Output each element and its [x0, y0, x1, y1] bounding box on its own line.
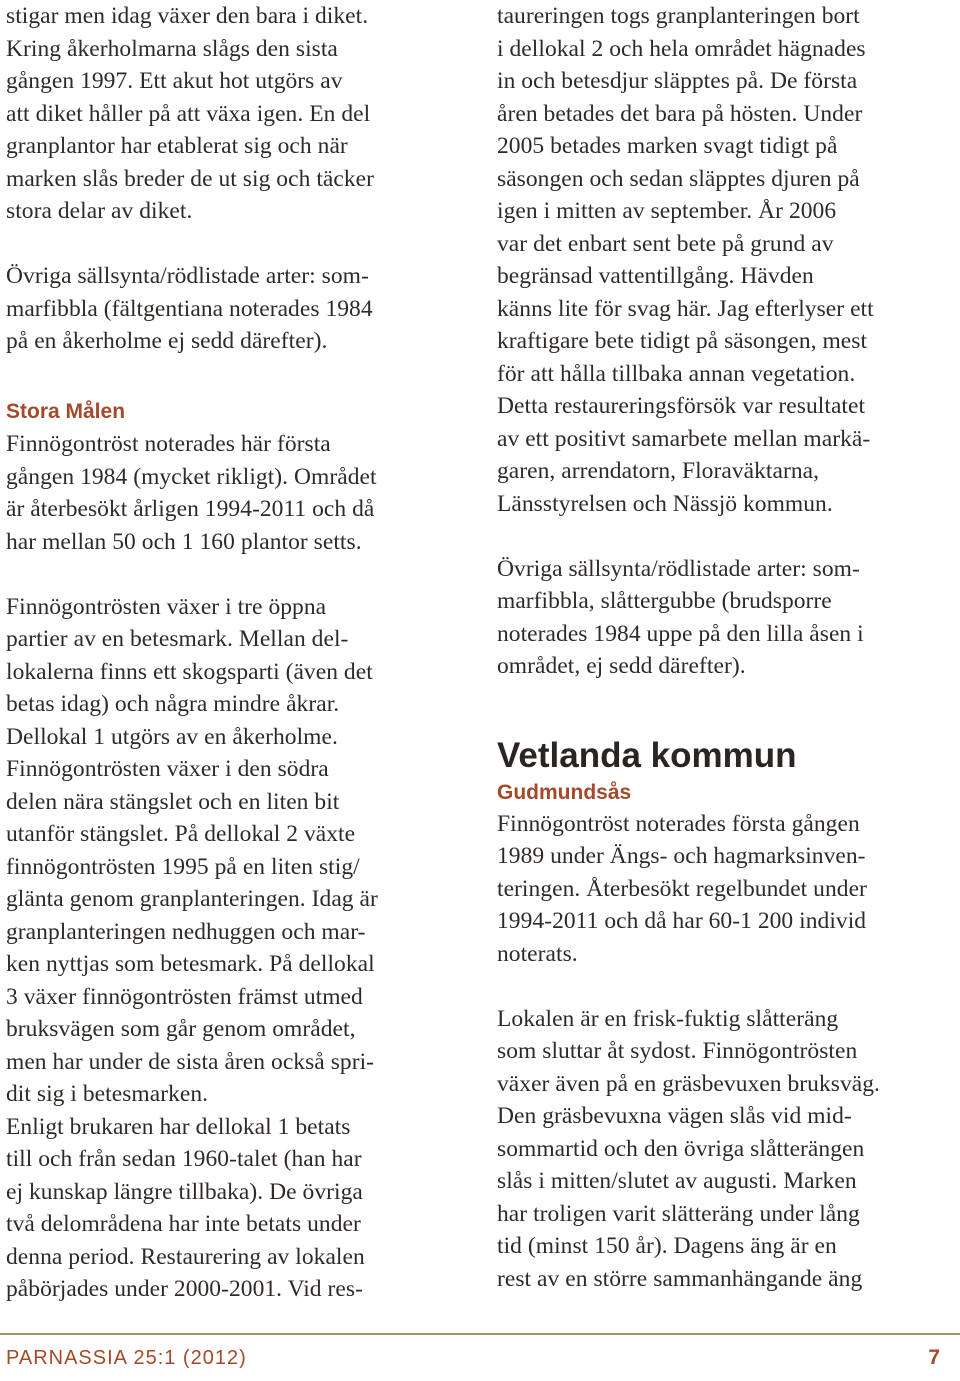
text-line: Finnögontröst noterades här första: [6, 431, 331, 457]
text-line: kraftigare bete tidigt på säsongen, mest: [497, 328, 868, 354]
text-line: ej kunskap längre tillbaka). De övriga: [6, 1178, 363, 1205]
text-line: Detta restaureringsförsök var resultatet: [497, 393, 866, 419]
subhead-gudmundsas: Gudmundsås: [497, 780, 632, 804]
text-line: glänta genom granplanteringen. Idag är: [6, 886, 378, 912]
text-line: lokalerna finns ett skogsparti (även det: [6, 658, 373, 685]
text-line: 1989 under Ängs- och hagmarksinven-: [497, 843, 866, 869]
text-line: begränsad vattentillgång. Hävden: [497, 263, 814, 289]
left-paragraph-3: [6, 428, 458, 558]
text-line: denna period. Restaurering av lokalen: [6, 1243, 365, 1270]
text-line: sommartid och den övriga slåtterängen: [497, 1135, 865, 1162]
page-number: 7: [928, 1346, 940, 1369]
text-line: har troligen varit slätteräng under lång: [497, 1200, 860, 1227]
text-line: att diket håller på att växa igen. En del: [6, 100, 371, 127]
text-line: stora delar av diket.: [6, 198, 193, 224]
text-line: Dellokal 1 utgörs av en åkerholme.: [6, 723, 338, 750]
text-line: på en åkerholme ej sedd därefter).: [6, 328, 328, 354]
text-line: var det enbart sent bete på grund av: [497, 230, 834, 257]
section-title-vetlanda: Vetlanda kommun: [497, 735, 797, 775]
text-line: som sluttar åt sydost. Finnögontrösten: [497, 1038, 858, 1064]
left-column: [6, 0, 458, 1306]
left-paragraph-4: [6, 591, 458, 1306]
text-line: Finnögontröst noterades första gången: [497, 810, 860, 837]
text-line: av ett positivt samarbete mellan markä-: [497, 425, 871, 452]
text-line: är återbesökt årligen 1994-2011 och då: [6, 496, 375, 522]
text-line: finnögontrösten 1995 på en liten stig/: [6, 853, 360, 880]
text-line: igen i mitten av september. År 2006: [497, 198, 837, 224]
text-line: 2005 betades marken svagt tidigt på: [497, 133, 838, 159]
text-line: säsongen och sedan släpptes djuren på: [497, 165, 860, 192]
text-line: granplanteringen nedhuggen och mar-: [6, 918, 366, 945]
text-line: teringen. Återbesökt regelbundet under: [497, 875, 867, 902]
text-line: har mellan 50 och 1 160 plantor setts.: [6, 528, 362, 555]
text-line: Lokalen är en frisk-fuktig slåtteräng: [497, 1005, 839, 1032]
left-paragraph-2: [6, 260, 458, 358]
right-paragraph-2: [497, 553, 957, 683]
text-line: marken slås breder de ut sig och täcker: [6, 165, 375, 192]
text-line: för att hålla tillbaka annan vegetation.: [497, 360, 856, 387]
footer-rule: [0, 1333, 960, 1335]
text-line: Kring åkerholmarna slågs den sista: [6, 35, 338, 62]
text-line: känns lite för svag här. Jag efterlyser ett: [497, 295, 874, 322]
text-line: gången 1984 (mycket rikligt). Området: [6, 463, 377, 490]
text-line: rest av en större sammanhängande äng: [497, 1265, 863, 1292]
text-line: bruksvägen som går genom området,: [6, 1016, 356, 1042]
text-line: granplantor har etablerat sig och när: [6, 133, 348, 159]
text-line: Finnögontrösten växer i tre öppna: [6, 593, 327, 620]
text-line: taureringen togs granplanteringen bort: [497, 3, 860, 29]
left-paragraph-1: [6, 0, 458, 228]
text-line: slås i mitten/slutet av augusti. Marken: [497, 1168, 857, 1194]
subhead-stora-malen: Stora Målen: [6, 399, 126, 423]
text-line: marfibbla (fältgentiana noterades 1984: [6, 295, 373, 322]
text-line: garen, arrendatorn, Floraväktarna,: [497, 458, 820, 484]
text-line: Länsstyrelsen och Nässjö kommun.: [497, 490, 833, 517]
right-paragraph-3: [497, 808, 957, 971]
text-line: betas idag) och några mindre åkrar.: [6, 691, 340, 717]
text-line: 1994-2011 och då har 60-1 200 individ: [497, 908, 867, 934]
text-line: Övriga sällsynta/rödlistade arter: som-: [6, 263, 369, 289]
right-paragraph-4: [497, 1003, 957, 1296]
text-line: åren betades det bara på hösten. Under: [497, 100, 863, 127]
text-line: dit sig i betesmarken.: [6, 1081, 209, 1107]
text-line: utanför stängslet. På dellokal 2 växte: [6, 821, 356, 847]
text-line: 3 växer finnögontrösten främst utmed: [6, 983, 363, 1010]
text-line: i dellokal 2 och hela området hägnades: [497, 35, 866, 62]
text-line: partier av en betesmark. Mellan del-: [6, 626, 349, 652]
text-line: växer även på en gräsbevuxen bruksväg.: [497, 1070, 880, 1097]
text-line: området, ej sedd därefter).: [497, 653, 746, 679]
text-line: delen nära stängslet och en liten bit: [6, 788, 340, 815]
text-line: till och från sedan 1960-talet (han har: [6, 1146, 362, 1172]
text-line: påbörjades under 2000-2001. Vid res-: [6, 1276, 363, 1302]
text-line: noterats.: [497, 940, 578, 967]
text-line: stigar men idag växer den bara i diket.: [6, 3, 369, 29]
right-paragraph-1: [497, 0, 957, 520]
text-line: in och betesdjur släpptes på. De första: [497, 68, 858, 94]
text-line: men har under de sista åren också spri-: [6, 1048, 375, 1075]
text-line: gången 1997. Ett akut hot utgörs av: [6, 68, 343, 94]
text-line: Finnögontrösten växer i den södra: [6, 756, 329, 782]
text-line: två delområdena har inte betats under: [6, 1211, 361, 1237]
text-line: marfibbla, slåttergubbe (brudsporre: [497, 588, 832, 614]
right-column: [497, 0, 957, 1295]
text-line: Enligt brukaren har dellokal 1 betats: [6, 1113, 351, 1140]
text-line: Den gräsbevuxna vägen slås vid mid-: [497, 1103, 852, 1129]
text-line: noterades 1984 uppe på den lilla åsen i: [497, 620, 864, 647]
text-line: ken nyttjas som betesmark. På dellokal: [6, 951, 375, 977]
footer-journal: PARNASSIA 25:1 (2012): [6, 1347, 247, 1369]
text-line: Övriga sällsynta/rödlistade arter: som-: [497, 555, 860, 582]
text-line: tid (minst 150 år). Dagens äng är en: [497, 1233, 837, 1259]
